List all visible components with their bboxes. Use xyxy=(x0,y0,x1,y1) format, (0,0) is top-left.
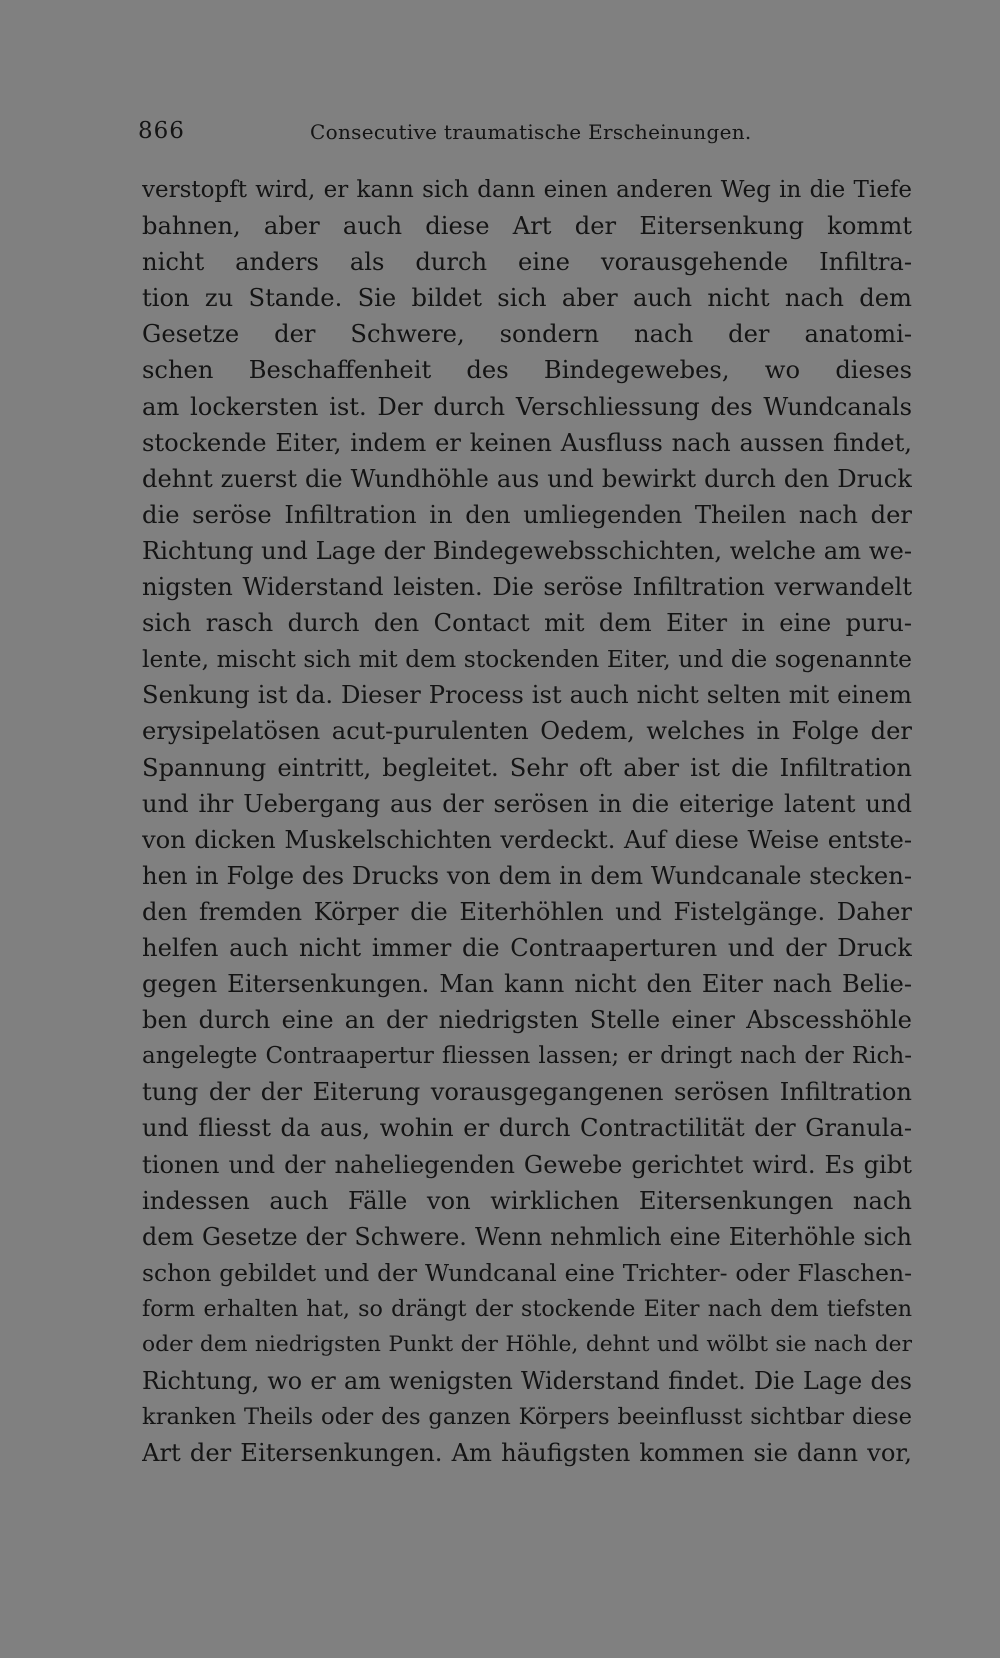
text-line: von dicken Muskelschichten verdeckt. Auf diese Weise entste- xyxy=(142,825,912,854)
text-line: sich rasch durch den Contact mit dem Eiter in eine puru- xyxy=(142,609,912,638)
text-line: und ihr Uebergang aus der serösen in die eiterige latent und xyxy=(142,789,912,818)
page-header xyxy=(138,118,918,154)
text-line: gegen Eitersenkungen. Man kann nicht den Eiter nach Belie- xyxy=(142,970,912,999)
text-line: dem Gesetze der Schwere. Wenn nehmlich eine Eiterhöhle sich xyxy=(142,1222,912,1251)
text-line: Gesetze der Schwere, sondern nach der anatomi- xyxy=(142,320,912,349)
text-line: kranken Theils oder des ganzen Körpers beeinflusst sichtbar diese xyxy=(142,1404,912,1431)
text-line: bahnen, aber auch diese Art der Eitersenkung kommt xyxy=(142,212,912,241)
text-line: verstopft wird, er kann sich dann einen anderen Weg in die Tiefe xyxy=(142,177,912,203)
text-line: dehnt zuerst die Wundhöhle aus und bewirkt durch den Druck xyxy=(142,464,912,493)
text-line: indessen auch Fälle von wirklichen Eitersenkungen nach xyxy=(142,1186,912,1215)
page-number: 866 xyxy=(138,118,185,144)
text-line: Art der Eitersenkungen. Am häufigsten kommen sie dann vor, xyxy=(142,1439,912,1468)
text-line: erysipelatösen acut-purulenten Oedem, welches in Folge der xyxy=(142,717,912,746)
body-text xyxy=(142,172,912,1471)
text-line: tion zu Stande. Sie bildet sich aber auch nicht nach dem xyxy=(142,284,912,313)
text-line: tionen und der naheliegenden Gewebe gerichtet wird. Es gibt xyxy=(142,1150,912,1179)
text-line: Richtung und Lage der Bindegewebsschichten, welche am we- xyxy=(142,536,912,565)
text-line: helfen auch nicht immer die Contraaperturen und der Druck xyxy=(142,933,912,962)
text-line: lente, mischt sich mit dem stockenden Eiter, und die sogenannte xyxy=(142,645,912,674)
running-title: Consecutive traumatische Erscheinungen. xyxy=(310,120,752,144)
text-line: schen Beschaffenheit des Bindegewebes, wo dieses xyxy=(142,356,912,385)
text-line: hen in Folge des Drucks von dem in dem Wundcanale stecken- xyxy=(142,861,912,890)
text-line: nigsten Widerstand leisten. Die seröse Infiltration verwandelt xyxy=(142,573,912,602)
text-line: ben durch eine an der niedrigsten Stelle einer Abscesshöhle xyxy=(142,1006,912,1035)
text-line: am lockersten ist. Der durch Verschliessung des Wundcanals xyxy=(142,392,912,421)
text-line: oder dem niedrigsten Punkt der Höhle, dehnt und wölbt sie nach der xyxy=(142,1332,912,1357)
text-line: tung der der Eiterung vorausgegangenen serösen Infiltration xyxy=(142,1078,912,1107)
text-line: Richtung, wo er am wenigsten Widerstand findet. Die Lage des xyxy=(142,1367,912,1396)
text-line: schon gebildet und der Wundcanal eine Trichter- oder Flaschen- xyxy=(142,1258,912,1287)
text-line: den fremden Körper die Eiterhöhlen und Fistelgänge. Daher xyxy=(142,897,912,926)
text-line: Spannung eintritt, begleitet. Sehr oft aber ist die Infiltration xyxy=(142,753,912,782)
text-line: form erhalten hat, so drängt der stockende Eiter nach dem tiefsten xyxy=(142,1295,912,1322)
text-line: die seröse Infiltration in den umliegenden Theilen nach der xyxy=(142,500,912,529)
text-line: nicht anders als durch eine vorausgehende Infiltra- xyxy=(142,248,912,277)
text-line: Senkung ist da. Dieser Process ist auch nicht selten mit einem xyxy=(142,681,912,710)
text-line: angelegte Contraapertur fliessen lassen; er dringt nach der Rich- xyxy=(142,1043,912,1070)
text-line: stockende Eiter, indem er keinen Ausfluss nach aussen findet, xyxy=(142,428,912,457)
text-line: und fliesst da aus, wohin er durch Contractilität der Granula- xyxy=(142,1114,912,1143)
